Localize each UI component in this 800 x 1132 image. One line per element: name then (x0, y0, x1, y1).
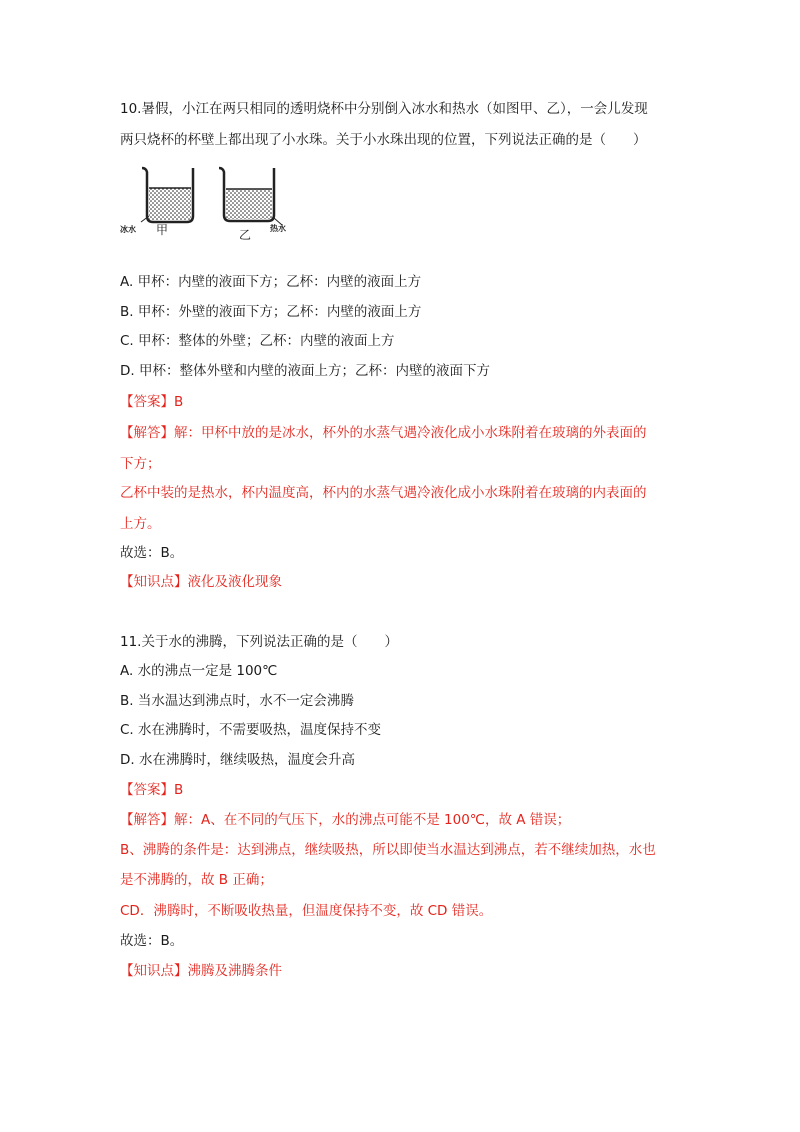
beaker-yi (219, 168, 282, 225)
q11-answer: 【答案】B (120, 782, 184, 798)
q10-analysis-line2: 下方； (120, 456, 161, 472)
figure-label-yi: 乙 (239, 228, 252, 242)
q10-answer: 【答案】B (120, 394, 184, 410)
q11-stem: 11.关于水的沸腾，下列说法正确的是（ ） (120, 634, 398, 650)
q10-option-c: C. 甲杯：整体的外壁；乙杯：内壁的液面上方 (120, 333, 395, 349)
q11-analysis-line2: B、沸腾的条件是：达到沸点，继续吸热，所以即使当水温达到沸点，若不继续加热，水也 (120, 842, 656, 858)
figure-label-ice-water: 冰水 (120, 225, 136, 234)
q10-option-d: D. 甲杯：整体外壁和内壁的液面上方；乙杯：内壁的液面下方 (120, 363, 490, 379)
q11-analysis-line3: 是不沸腾的，故 B 正确； (120, 872, 273, 888)
q10-stem-line1: 10.暑假，小江在两只相同的透明烧杯中分别倒入冰水和热水（如图甲、乙），一会儿发现 (120, 101, 648, 117)
figure-label-jia: 甲 (156, 223, 169, 237)
q11-analysis-line1: 【解答】解：A、在不同的气压下，水的沸点可能不是 100℃，故 A 错误； (120, 812, 571, 828)
beakers-figure (118, 160, 308, 244)
q10-analysis-line3: 乙杯中装的是热水，杯内温度高，杯内的水蒸气遇冷液化成小水珠附着在玻璃的内表面的 (120, 485, 647, 501)
beakers-illustration (118, 160, 308, 244)
q10-knowledge-point: 【知识点】液化及液化现象 (120, 574, 282, 590)
q10-option-b: B. 甲杯：外壁的液面下方；乙杯：内壁的液面上方 (120, 304, 422, 320)
q11-option-a: A. 水的沸点一定是 100℃ (120, 663, 278, 679)
q11-option-c: C. 水在沸腾时，不需要吸热，温度保持不变 (120, 722, 382, 738)
q10-choice: 故选：B。 (120, 545, 184, 561)
beaker-jia (141, 168, 193, 222)
q10-analysis-line1: 【解答】解：甲杯中放的是冰水，杯外的水蒸气遇冷液化成小水珠附着在玻璃的外表面的 (120, 425, 647, 441)
q10-stem-line2: 两只烧杯的杯壁上都出现了小水珠。关于小水珠出现的位置，下列说法正确的是（ ） (120, 132, 647, 148)
q11-option-d: D. 水在沸腾时，继续吸热，温度会升高 (120, 752, 355, 768)
figure-label-hot-water: 热水 (270, 224, 286, 233)
q11-option-b: B. 当水温达到沸点时，水不一定会沸腾 (120, 693, 354, 709)
q11-knowledge-point: 【知识点】沸腾及沸腾条件 (120, 963, 282, 979)
q11-analysis-line4: CD．沸腾时，不断吸收热量，但温度保持不变，故 CD 错误。 (120, 903, 493, 919)
q10-analysis-line4: 上方。 (120, 516, 161, 532)
q11-choice: 故选：B。 (120, 933, 184, 949)
q10-option-a: A. 甲杯：内壁的液面下方；乙杯：内壁的液面上方 (120, 274, 422, 290)
